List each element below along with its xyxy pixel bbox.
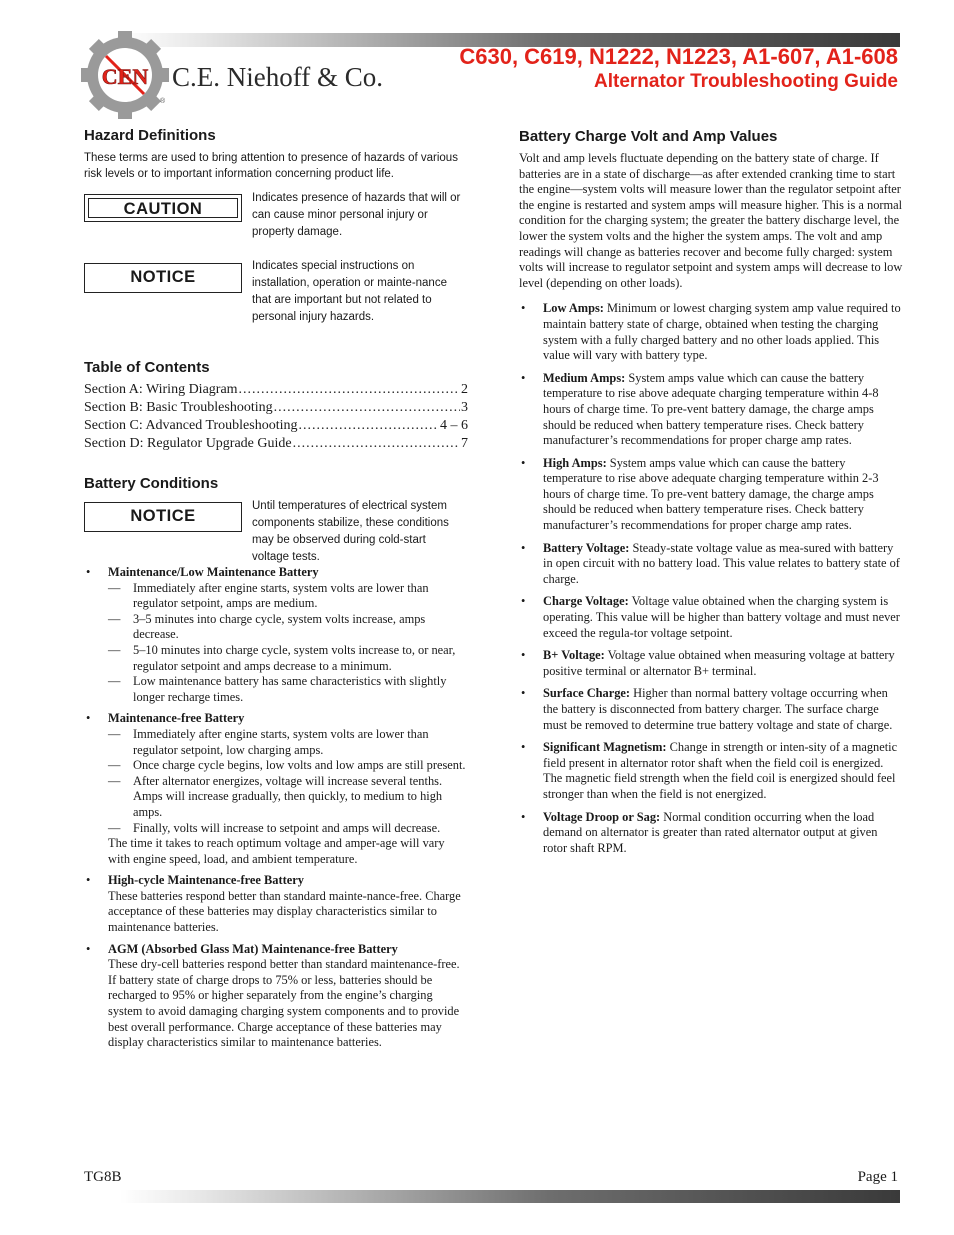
toc-item[interactable]: Section C: Advanced Troubleshooting ..... 4 – 6 [84,417,468,435]
page-number: Page 1 [857,1169,898,1185]
footer-gradient-bar [120,1190,900,1203]
battery-notice-label: NOTICE [130,507,196,525]
hazard-intro: These terms are used to bring attention to presence of hazards of various risk levels or to important information concerning product life. [84,152,458,180]
document-title: Alternator Troubleshooting Guide [594,71,898,92]
list-item: • Surface Charge: Higher than normal battery voltage occurring when the battery is disconnected from battery charger. The surface charge must be removed to determine true battery voltage and state of charge. [519,686,904,733]
toc-item[interactable]: Section D: Regulator Upgrade Guide ..... 7 [84,435,468,453]
left-column [84,127,468,1057]
battery-notice-box [84,502,242,532]
notice-definition [84,259,468,359]
gear-logo-icon [80,30,170,120]
document-models-title: C630, C619, N1222, N1223, A1-607, A1-608 [459,44,898,69]
list-item: • B+ Voltage: Voltage value obtained when measuring voltage at battery positive terminal or alternator B+ terminal. [519,648,904,679]
toc-item[interactable]: Section A: Wiring Diagram ..... 2 [84,381,468,399]
caution-description: Indicates presence of hazards that will or can cause minor personal injury or property damage. [252,192,461,238]
list-item: • Voltage Droop or Sag: Normal condition occurring when the load demand on alternator is greater than rated alternator output at given rotor shaft RPM. [519,810,904,857]
list-item: • High Amps: System amps value which can cause the battery temperature to rise above adequate charging temperature within 2-3 hours of charge time. To pre-vent battery damage, the charge amps should be reduced when battery temperature rises. Check battery manufacturer’s recommendations for proper charge amp rates. [519,456,904,534]
list-item: • Medium Amps: System amps value which can cause the battery temperature to rise above adequate charging temperature within 4-8 hours of charge time. To pre-vent battery damage, the charge amps should be reduced when battery temperature rises. Check battery manufacturer’s recommendations for proper charge amp rates. [519,371,904,449]
notice-box [84,263,242,293]
list-item: • Charge Voltage: Voltage value obtained when the charging system is operating. This value will be higher than battery voltage and must never exceed the regula-tor voltage setpoint. [519,594,904,641]
list-item: • AGM (Absorbed Glass Mat) Maintenance-free Battery These dry-cell batteries respond better than standard maintenance-free. If battery state of charge drops to 75% or less, batteries should be recharged to 95% or higher separately from the engine’s charging system to avoid damaging charging system components and to provide best overall performance. Charge acceptance of these batteries may display characteristics similar to maintenance batteries. [84,942,468,1051]
company-name: C.E. Niehoff & Co. [172,62,383,92]
battery-type-list [84,565,468,1051]
registered-mark: ® [160,98,166,105]
list-item: • Battery Voltage: Steady-state voltage value as mea-sured with battery in open circuit with no battery load. This value relates to battery state of charge. [519,541,904,588]
definition-list [519,301,904,856]
toc-item[interactable]: Section B: Basic Troubleshooting ..... 3 [84,399,468,417]
hazard-heading: Hazard Definitions [84,127,216,144]
list-item: • Maintenance-free Battery — Immediately after engine starts, system volts are lower than regulator setpoint, low charging amps. — Once charge cycle begins, low volts and low amps are still present. — After alternator energizes, voltage will increase several tenths. Amps will increase gradually, then quickly, to medium to high amps. — Finally, volts will increase to setpoint and amps will decrease. The time it takes to reach optimum voltage and amper-age will vary with engine speed, load, and ambient temperature. [84,711,468,867]
toc-list [84,381,468,453]
battery-notice-description: Until temperatures of electrical system components stabilize, these conditions may be observed during cold-start voltage tests. [252,500,449,563]
caution-definition [84,191,468,259]
list-item: • Significant Magnetism: Change in strength or inten-sity of a magnetic field present in alternator rotor shaft when the field coil is energized. The magnetic field strength when the field coil is energized should feel stronger than when the field is not energized. [519,740,904,802]
notice-description: Indicates special instructions on installation, operation or mainte-nance that are important but not related to personal injury hazards. [252,260,447,323]
charge-values-intro: Volt and amp levels fluctuate depending on the battery state of charge. If batteries are in a state of discharge—as after extended cranking time to start the engine—system volts will measure lower than the regulator setpoint after the engine is restarted and system amps will measure higher. This is a normal condition for the charging system; the greater the battery discharge level, the lower the system volts and the higher the system amps. The volt and amp readings will change as batteries recover and become fully charged: system volts will increase to regulator setpoint and system amps will decrease to low level (depending on other loads). [519,151,903,290]
battery-conditions-heading: Battery Conditions [84,475,219,492]
list-item: • High-cycle Maintenance-free Battery These batteries respond better than standard mainte-nance-free. Charge acceptance of these batteries may display characteristics similar to maintenance batteries. [84,873,468,935]
toc-heading: Table of Contents [84,359,210,376]
charge-values-heading: Battery Charge Volt and Amp Values [519,128,778,145]
caution-label: CAUTION [123,200,203,218]
list-item: • Maintenance/Low Maintenance Battery — Immediately after engine starts, system volts are lower than regulator setpoint, amps are medium. — 3–5 minutes into charge cycle, system volts increase, amps decrease. — 5–10 minutes into charge cycle, system volts increase to, or near, regulator setpoint and amps decrease to a minimum. — Low maintenance battery has same characteristics with slightly longer recharge times. [84,565,468,705]
logo-letters: CEN [101,64,149,89]
right-column [519,128,904,863]
battery-notice [84,499,468,565]
notice-label: NOTICE [130,268,196,286]
document-code: TG8B [84,1169,122,1185]
caution-box [84,194,242,222]
list-item: • Low Amps: Minimum or lowest charging system amp value required to maintain battery state of charge, obtained when testing the charging system with a fully charged battery and no other loads applied. This value will vary with battery type. [519,301,904,363]
